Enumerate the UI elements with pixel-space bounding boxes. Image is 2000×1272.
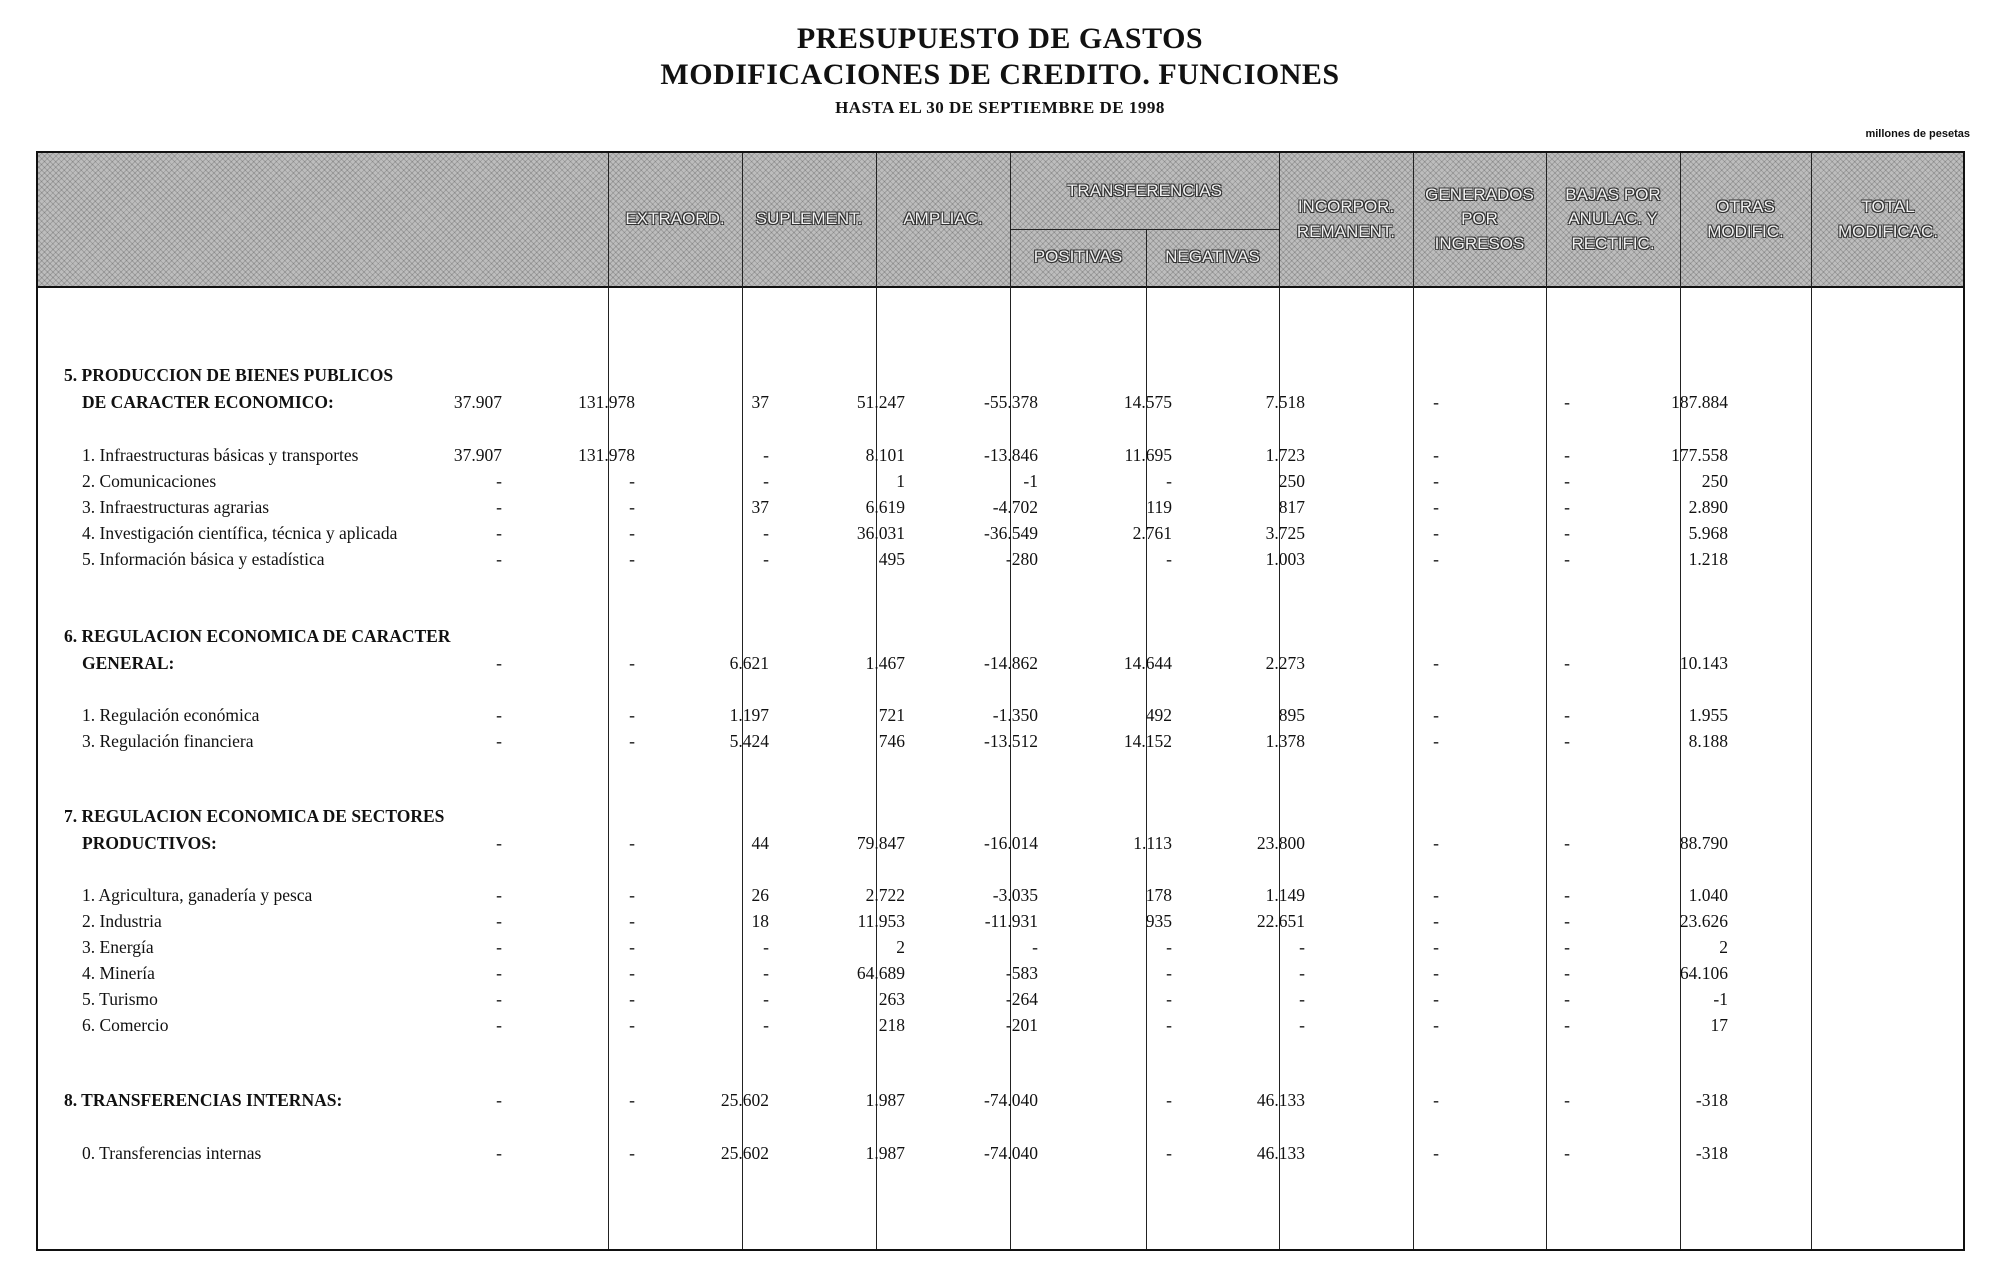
cell-value: - bbox=[1564, 989, 1570, 1009]
table-row bbox=[36, 1013, 1965, 1037]
header-incorpor-remanent bbox=[1279, 153, 1413, 286]
table-group-row bbox=[36, 363, 1965, 387]
table-row bbox=[36, 469, 1965, 493]
cell-value: 895 bbox=[1278, 705, 1305, 725]
cell-value: - bbox=[1166, 1015, 1172, 1035]
cell-value: -318 bbox=[1695, 1090, 1728, 1110]
cell-value: - bbox=[1166, 989, 1172, 1009]
cell-value: - bbox=[629, 911, 635, 931]
row-label: 2. Comunicaciones bbox=[82, 471, 217, 491]
header-bajas-por-anulac bbox=[1546, 153, 1680, 286]
table-group-row bbox=[36, 804, 1965, 828]
cell-value: - bbox=[496, 1015, 502, 1035]
cell-value: - bbox=[1433, 549, 1439, 569]
cell-value: - bbox=[1564, 653, 1570, 673]
cell-value: 26 bbox=[751, 885, 769, 905]
cell-value: - bbox=[629, 1090, 635, 1110]
cell-value: 2.890 bbox=[1688, 497, 1728, 517]
document-date: HASTA EL 30 DE SEPTIEMBRE DE 1998 bbox=[835, 98, 1165, 117]
cell-value: 37 bbox=[751, 497, 769, 517]
table-row bbox=[36, 443, 1965, 467]
cell-value: -3.035 bbox=[992, 885, 1038, 905]
cell-value: -1 bbox=[1713, 989, 1728, 1009]
row-label: 3. Infraestructuras agrarias bbox=[82, 497, 270, 517]
cell-value: - bbox=[496, 937, 502, 957]
cell-value: 177.558 bbox=[1671, 445, 1728, 465]
row-label: 0. Transferencias internas bbox=[82, 1143, 262, 1163]
cell-value: 1.987 bbox=[865, 1143, 905, 1163]
cell-value: - bbox=[1564, 937, 1570, 957]
cell-value: - bbox=[1433, 937, 1439, 957]
table-row bbox=[36, 961, 1965, 985]
cell-value: - bbox=[1166, 1090, 1172, 1110]
cell-value: - bbox=[763, 523, 769, 543]
cell-value: - bbox=[1433, 445, 1439, 465]
cell-value: - bbox=[629, 549, 635, 569]
cell-value: - bbox=[1564, 497, 1570, 517]
document-title: PRESUPUESTO DE GASTOS bbox=[796, 22, 1204, 55]
cell-value: 178 bbox=[1145, 885, 1172, 905]
row-label: 5. PRODUCCION DE BIENES PUBLICOS bbox=[64, 365, 394, 385]
cell-value: - bbox=[1433, 963, 1439, 983]
cell-value: - bbox=[1564, 705, 1570, 725]
row-label: 1. Infraestructuras básicas y transportes bbox=[82, 445, 359, 465]
cell-value: 23.800 bbox=[1256, 833, 1305, 853]
table-row bbox=[36, 987, 1965, 1011]
cell-value: - bbox=[1564, 471, 1570, 491]
cell-value: - bbox=[763, 549, 769, 569]
cell-value: -13.846 bbox=[984, 445, 1038, 465]
cell-value: -264 bbox=[1005, 989, 1038, 1009]
cell-value: 250 bbox=[1278, 471, 1305, 491]
budget-table bbox=[36, 151, 1965, 1251]
cell-value: - bbox=[1564, 833, 1570, 853]
header-total-modificac bbox=[1811, 153, 1965, 286]
table-row bbox=[36, 547, 1965, 571]
cell-value: 492 bbox=[1145, 705, 1172, 725]
cell-value: 22.651 bbox=[1256, 911, 1305, 931]
cell-value: 46.133 bbox=[1256, 1143, 1305, 1163]
cell-value: 1.218 bbox=[1688, 549, 1728, 569]
row-label: PRODUCTIVOS: bbox=[82, 833, 217, 853]
cell-value: - bbox=[496, 885, 502, 905]
header-suplement bbox=[742, 153, 876, 286]
units-note: millones de pesetas bbox=[1865, 128, 1970, 140]
cell-value: 14.152 bbox=[1123, 731, 1172, 751]
cell-value: 721 bbox=[878, 705, 905, 725]
cell-value: - bbox=[1564, 1090, 1570, 1110]
table-group-row bbox=[36, 651, 1965, 675]
cell-value: - bbox=[496, 1090, 502, 1110]
cell-value: 14.575 bbox=[1123, 392, 1172, 412]
cell-value: 11.695 bbox=[1124, 445, 1172, 465]
cell-value: - bbox=[1564, 885, 1570, 905]
cell-value: 817 bbox=[1278, 497, 1305, 517]
cell-value: 25.602 bbox=[720, 1090, 769, 1110]
cell-value: 1.723 bbox=[1265, 445, 1305, 465]
cell-value: 2 bbox=[896, 937, 905, 957]
cell-value: - bbox=[496, 497, 502, 517]
cell-value: 1.003 bbox=[1265, 549, 1305, 569]
cell-value: 46.133 bbox=[1256, 1090, 1305, 1110]
cell-value: 7.518 bbox=[1265, 392, 1305, 412]
cell-value: 935 bbox=[1145, 911, 1172, 931]
header-incorpor-line2: REMANENT. bbox=[1296, 221, 1396, 241]
cell-value: - bbox=[1433, 653, 1439, 673]
cell-value: -14.862 bbox=[984, 653, 1038, 673]
cell-value: 1.149 bbox=[1265, 885, 1305, 905]
row-label: GENERAL: bbox=[82, 653, 175, 673]
cell-value: - bbox=[496, 549, 502, 569]
cell-value: 1.378 bbox=[1265, 731, 1305, 751]
cell-value: - bbox=[629, 497, 635, 517]
cell-value: - bbox=[1433, 1015, 1439, 1035]
cell-value: 25.602 bbox=[720, 1143, 769, 1163]
header-transferencias-label: TRANSFERENCIAS bbox=[1067, 180, 1222, 200]
table-row bbox=[36, 495, 1965, 519]
table-row bbox=[36, 521, 1965, 545]
cell-value: 37 bbox=[751, 392, 769, 412]
cell-value: - bbox=[763, 989, 769, 1009]
cell-value: 119 bbox=[1146, 497, 1172, 517]
header-otras-line1: OTRAS bbox=[1716, 196, 1775, 216]
cell-value: - bbox=[1433, 497, 1439, 517]
header-generados-line2: POR bbox=[1461, 209, 1498, 229]
cell-value: - bbox=[763, 445, 769, 465]
cell-value: - bbox=[629, 833, 635, 853]
header-suplement-label: SUPLEMENT. bbox=[755, 209, 863, 229]
cell-value: -74.040 bbox=[984, 1090, 1038, 1110]
cell-value: 2.761 bbox=[1132, 523, 1172, 543]
cell-value: 1.040 bbox=[1688, 885, 1728, 905]
cell-value: - bbox=[1166, 963, 1172, 983]
header-otras-modific bbox=[1680, 153, 1811, 286]
cell-value: 64.689 bbox=[856, 963, 905, 983]
cell-value: -55.378 bbox=[984, 392, 1038, 412]
row-label: 4. Investigación científica, técnica y aplicada bbox=[82, 523, 398, 543]
header-generados-line3: INGRESOS bbox=[1434, 233, 1525, 253]
header-generados-line1: GENERADOS bbox=[1425, 184, 1534, 204]
cell-value: 250 bbox=[1701, 471, 1728, 491]
cell-value: - bbox=[1433, 911, 1439, 931]
row-label: DE CARACTER ECONOMICO: bbox=[82, 392, 334, 412]
cell-value: 1.955 bbox=[1688, 705, 1728, 725]
cell-value: 2.722 bbox=[865, 885, 905, 905]
cell-value: - bbox=[1564, 549, 1570, 569]
cell-value: - bbox=[1564, 911, 1570, 931]
cell-value: - bbox=[763, 963, 769, 983]
cell-value: - bbox=[1166, 549, 1172, 569]
row-label: 8. TRANSFERENCIAS INTERNAS: bbox=[64, 1090, 343, 1110]
cell-value: -583 bbox=[1005, 963, 1038, 983]
cell-value: 23.626 bbox=[1679, 911, 1728, 931]
cell-value: - bbox=[629, 471, 635, 491]
header-otras-line2: MODIFIC. bbox=[1707, 221, 1784, 241]
cell-value: - bbox=[496, 523, 502, 543]
table-row bbox=[36, 703, 1965, 727]
cell-value: - bbox=[1299, 963, 1305, 983]
row-label: 3. Regulación financiera bbox=[82, 731, 254, 751]
cell-value: - bbox=[496, 963, 502, 983]
cell-value: - bbox=[1433, 989, 1439, 1009]
cell-value: 36.031 bbox=[856, 523, 905, 543]
row-label: 6. REGULACION ECONOMICA DE CARACTER bbox=[64, 626, 451, 646]
table-row bbox=[36, 1141, 1965, 1165]
cell-value: 18 bbox=[751, 911, 769, 931]
cell-value: - bbox=[1166, 471, 1172, 491]
cell-value: - bbox=[496, 911, 502, 931]
header-bajas-line2: ANULAC. Y bbox=[1568, 209, 1658, 229]
cell-value: 10.143 bbox=[1679, 653, 1728, 673]
cell-value: - bbox=[763, 1015, 769, 1035]
cell-value: 51.247 bbox=[856, 392, 905, 412]
document-subtitle: MODIFICACIONES DE CREDITO. FUNCIONES bbox=[660, 58, 1340, 91]
cell-value: -13.512 bbox=[984, 731, 1038, 751]
row-label: 3. Energía bbox=[82, 937, 154, 957]
cell-value: - bbox=[629, 523, 635, 543]
row-label: 5. Turismo bbox=[82, 989, 158, 1009]
cell-value: - bbox=[1433, 1090, 1439, 1110]
header-positivas-label: POSITIVAS bbox=[1033, 247, 1123, 267]
cell-value: -318 bbox=[1695, 1143, 1728, 1163]
cell-value: 8.101 bbox=[865, 445, 905, 465]
cell-value: - bbox=[1564, 1143, 1570, 1163]
cell-value: - bbox=[629, 937, 635, 957]
cell-value: - bbox=[496, 653, 502, 673]
cell-value: - bbox=[629, 963, 635, 983]
cell-value: 1.467 bbox=[865, 653, 905, 673]
cell-value: 187.884 bbox=[1671, 392, 1728, 412]
cell-value: 2 bbox=[1719, 937, 1728, 957]
cell-value: 8.188 bbox=[1688, 731, 1728, 751]
table-group-row bbox=[36, 624, 1965, 648]
cell-value: - bbox=[1564, 731, 1570, 751]
cell-value: -1 bbox=[1023, 471, 1038, 491]
cell-value: 495 bbox=[878, 549, 905, 569]
row-label: 1. Agricultura, ganadería y pesca bbox=[82, 885, 313, 905]
cell-value: - bbox=[763, 937, 769, 957]
cell-value: -201 bbox=[1005, 1015, 1038, 1035]
cell-value: 17 bbox=[1710, 1015, 1728, 1035]
cell-value: - bbox=[763, 471, 769, 491]
cell-value: -4.702 bbox=[992, 497, 1038, 517]
cell-value: - bbox=[629, 885, 635, 905]
cell-value: 79.847 bbox=[856, 833, 905, 853]
cell-value: - bbox=[496, 1143, 502, 1163]
cell-value: - bbox=[1032, 937, 1038, 957]
cell-value: -1.350 bbox=[992, 705, 1038, 725]
cell-value: 44 bbox=[751, 833, 769, 853]
cell-value: - bbox=[1299, 1015, 1305, 1035]
header-incorpor-line1: INCORPOR. bbox=[1297, 196, 1395, 216]
cell-value: - bbox=[1564, 963, 1570, 983]
cell-value: - bbox=[1433, 1143, 1439, 1163]
cell-value: - bbox=[1564, 523, 1570, 543]
cell-value: - bbox=[629, 1015, 635, 1035]
header-bajas-line3: RECTIFIC. bbox=[1571, 233, 1655, 253]
cell-value: -16.014 bbox=[984, 833, 1038, 853]
cell-value: 131.978 bbox=[578, 392, 635, 412]
cell-value: - bbox=[1433, 885, 1439, 905]
table-row bbox=[36, 883, 1965, 907]
header-negativas bbox=[1146, 229, 1279, 286]
cell-value: - bbox=[1433, 731, 1439, 751]
cell-value: - bbox=[496, 731, 502, 751]
cell-value: - bbox=[629, 705, 635, 725]
cell-value: - bbox=[629, 1143, 635, 1163]
cell-value: - bbox=[496, 705, 502, 725]
row-label: 4. Minería bbox=[82, 963, 155, 983]
cell-value: 746 bbox=[878, 731, 905, 751]
cell-value: 37.907 bbox=[453, 445, 502, 465]
row-label: 1. Regulación económica bbox=[82, 705, 260, 725]
cell-value: - bbox=[496, 989, 502, 1009]
cell-value: 6.619 bbox=[865, 497, 905, 517]
cell-value: - bbox=[1564, 445, 1570, 465]
cell-value: - bbox=[496, 833, 502, 853]
table-group-row bbox=[36, 831, 1965, 855]
cell-value: 1.987 bbox=[865, 1090, 905, 1110]
cell-value: 1 bbox=[896, 471, 905, 491]
cell-value: 1.113 bbox=[1133, 833, 1172, 853]
cell-value: -36.549 bbox=[984, 523, 1038, 543]
cell-value: - bbox=[629, 653, 635, 673]
cell-value: - bbox=[1564, 1015, 1570, 1035]
cell-value: 5.968 bbox=[1688, 523, 1728, 543]
header-total-line2: MODIFICAC. bbox=[1837, 221, 1939, 241]
cell-value: - bbox=[1433, 523, 1439, 543]
row-label: 6. Comercio bbox=[82, 1015, 169, 1035]
row-label: 2. Industria bbox=[82, 911, 162, 931]
cell-value: - bbox=[1299, 989, 1305, 1009]
cell-value: - bbox=[629, 989, 635, 1009]
cell-value: - bbox=[1433, 392, 1439, 412]
cell-value: - bbox=[496, 471, 502, 491]
cell-value: 37.907 bbox=[453, 392, 502, 412]
cell-value: - bbox=[629, 731, 635, 751]
table-group-row bbox=[36, 390, 1965, 414]
table-row bbox=[36, 729, 1965, 753]
cell-value: -11.931 bbox=[984, 911, 1038, 931]
cell-value: 88.790 bbox=[1679, 833, 1728, 853]
cell-value: - bbox=[1433, 833, 1439, 853]
cell-value: -280 bbox=[1005, 549, 1038, 569]
cell-value: 64.106 bbox=[1679, 963, 1728, 983]
cell-value: 263 bbox=[878, 989, 905, 1009]
header-transferencias bbox=[1010, 153, 1279, 229]
cell-value: - bbox=[1299, 937, 1305, 957]
cell-value: - bbox=[1166, 937, 1172, 957]
table-row bbox=[36, 935, 1965, 959]
cell-value: 218 bbox=[878, 1015, 905, 1035]
cell-value: 2.273 bbox=[1265, 653, 1305, 673]
cell-value: 5.424 bbox=[729, 731, 769, 751]
header-positivas bbox=[1010, 229, 1146, 286]
header-total-line1: TOTAL bbox=[1861, 196, 1915, 216]
header-negativas-label: NEGATIVAS bbox=[1165, 247, 1260, 267]
header-ampliac-label: AMPLIAC. bbox=[903, 209, 983, 229]
cell-value: 11.953 bbox=[857, 911, 905, 931]
cell-value: -74.040 bbox=[984, 1143, 1038, 1163]
cell-value: 14.644 bbox=[1123, 653, 1172, 673]
header-bajas-line1: BAJAS POR bbox=[1565, 184, 1661, 204]
cell-value: - bbox=[1433, 471, 1439, 491]
row-label: 7. REGULACION ECONOMICA DE SECTORES bbox=[64, 806, 445, 826]
cell-value: - bbox=[1564, 392, 1570, 412]
cell-value: 1.197 bbox=[729, 705, 769, 725]
row-label: 5. Información básica y estadística bbox=[82, 549, 325, 569]
table-group-row bbox=[36, 1088, 1965, 1112]
cell-value: - bbox=[1166, 1143, 1172, 1163]
cell-value: 131.978 bbox=[578, 445, 635, 465]
header-extraord bbox=[608, 153, 742, 286]
cell-value: 6.621 bbox=[729, 653, 769, 673]
header-ampliac bbox=[876, 153, 1010, 286]
header-extraord-label: EXTRAORD. bbox=[625, 209, 725, 229]
header-generados-por-ingresos bbox=[1413, 153, 1546, 286]
cell-value: - bbox=[1433, 705, 1439, 725]
cell-value: 3.725 bbox=[1265, 523, 1305, 543]
table-row bbox=[36, 909, 1965, 933]
